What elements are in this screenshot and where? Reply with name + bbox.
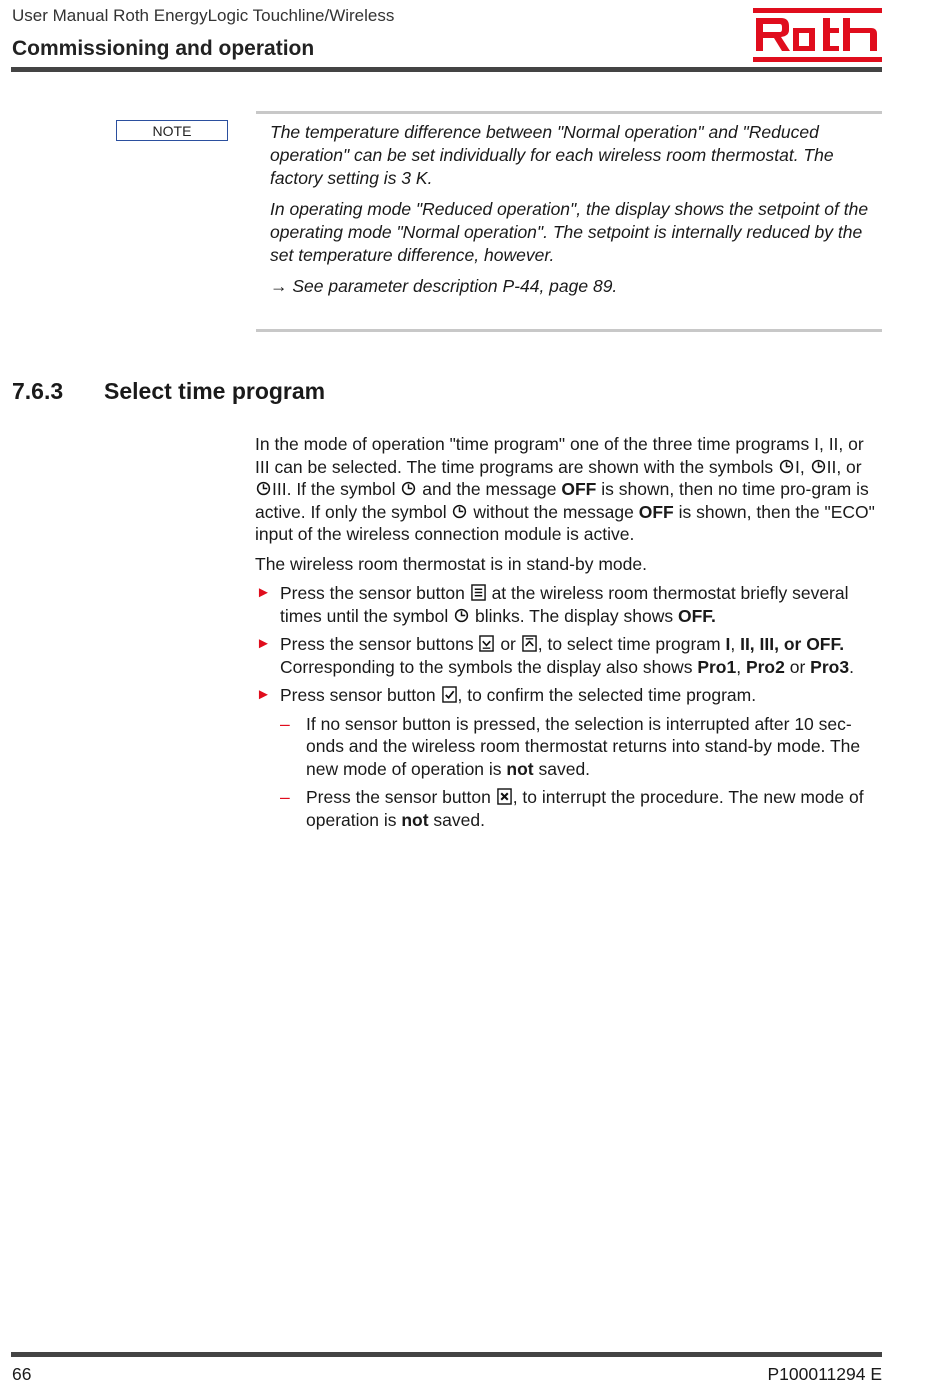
intro-paragraph: In the mode of operation "time program" one of the three time programs I, II, or III can be selected. The time programs are shown with the symbols I, II, or III. If the symbol and the message OFF is shown, then no time pro-gram is active. If only the symbol without the message OFF is shown, then the "ECO" input of the wireless connection module is active. xyxy=(255,434,875,544)
substep-2: – Press the sensor button , to interrupt the procedure. The new mode of operation is not saved. xyxy=(280,787,864,830)
note-paragraph-1: The temperature difference between "Normal operation" and "Reduced operation" can be set individually for each wireless room thermostat. The factory setting is 3 K. xyxy=(270,122,834,188)
cancel-button-icon xyxy=(497,788,512,805)
confirm-button-icon xyxy=(442,686,457,703)
clock-icon xyxy=(811,458,826,475)
standby-paragraph: The wireless room thermostat is in stand-by mode. xyxy=(255,553,647,574)
down-button-icon xyxy=(479,635,494,652)
header-rule xyxy=(11,67,882,72)
note-rule-top xyxy=(256,111,882,114)
header-subtitle: User Manual Roth EnergyLogic Touchline/Wireless xyxy=(12,6,395,25)
section-title: Select time program xyxy=(104,378,326,404)
up-button-icon xyxy=(522,635,537,652)
note-reference xyxy=(270,275,870,298)
bullet-arrow-icon: ► xyxy=(256,635,271,652)
substep-1: – If no sensor button is pressed, the selection is interrupted after 10 sec-onds and the wireless room thermostat returns into stand-by mode. The new mode of operation is not saved. xyxy=(280,713,861,779)
dash-bullet: – xyxy=(280,787,290,807)
step-3: ► Press sensor button , to confirm the selected time program. xyxy=(256,685,757,705)
arrow-right-icon: → xyxy=(270,276,288,296)
section-number: 7.6.3 xyxy=(12,378,64,404)
clock-icon xyxy=(256,480,271,497)
menu-button-icon xyxy=(471,584,486,601)
note-badge: NOTE xyxy=(116,120,228,141)
document-id: P100011294 E xyxy=(767,1364,882,1384)
note-body xyxy=(270,121,870,306)
bullet-arrow-icon: ► xyxy=(256,584,271,601)
clock-icon xyxy=(454,607,469,624)
roth-logo xyxy=(753,8,882,62)
dash-bullet: – xyxy=(280,713,290,734)
header-title: Commissioning and operation xyxy=(12,37,315,60)
bullet-arrow-icon: ► xyxy=(256,686,271,703)
section-content xyxy=(255,433,883,837)
clock-icon xyxy=(401,480,416,497)
clock-icon xyxy=(779,458,794,475)
step-1: ► Press the sensor button at the wireless room thermostat briefly several times until the symbol blinks. The display shows OFF. xyxy=(256,583,849,626)
footer-rule xyxy=(11,1352,882,1357)
step-2: ► Press the sensor buttons or , to select time program I, II, III, or OFF. Corresponding to the symbols the display also shows Pro1, Pro2 or Pro3. xyxy=(256,634,854,677)
note-reference-text: See parameter description P-44, page 89. xyxy=(287,276,618,296)
note-rule-bottom xyxy=(256,329,882,332)
note-paragraph-2: In operating mode "Reduced operation", the display shows the setpoint of the operating mode "Normal operation". The setpoint is internally reduced by the set temperature difference, however. xyxy=(270,199,869,265)
page-number: 66 xyxy=(12,1364,32,1384)
clock-icon xyxy=(452,503,467,520)
